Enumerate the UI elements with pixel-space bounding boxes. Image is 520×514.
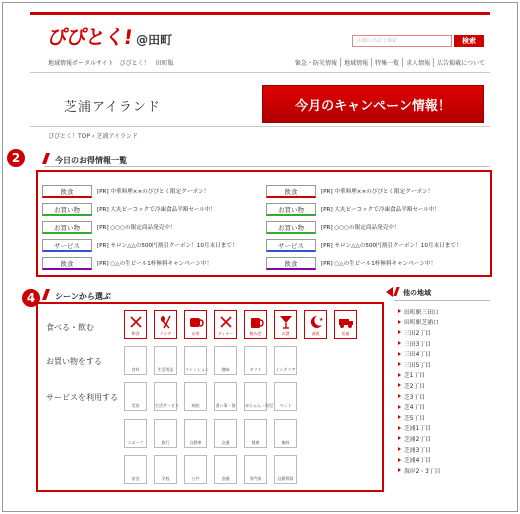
scene-tile[interactable] [334,310,357,339]
heading-underline [44,166,490,167]
scene-tile-label: スポーツ [127,440,144,445]
top-red-bar [30,12,490,15]
deal-category-tag[interactable]: サービス [266,239,316,252]
bullet-arrow-icon [398,330,401,334]
today-deals-box [36,170,492,277]
scene-tile-label: 深夜 [311,331,320,336]
deal-row[interactable] [42,218,238,236]
scene-tile-label: ギフト [249,367,262,372]
nav-item-area[interactable]: 地域情報 [340,58,371,67]
deal-link[interactable]: [PR] ○○○の限定商品発売中！ [97,225,176,231]
bullet-arrow-icon [398,309,401,313]
deal-category-tag[interactable]: お買い物 [266,203,316,216]
deal-link[interactable]: [PR] サロン△△の500円割引クーポン！10月末日まで！ [321,243,462,249]
other-area-label: 海岸2・3丁目 [404,468,441,475]
other-area-link[interactable] [398,306,440,317]
scene-tile-label: 金融 [221,476,230,481]
other-area-link[interactable] [398,465,440,476]
scene-tile-label: インテリア [275,367,296,372]
other-area-label: 芝浦1丁目 [404,426,431,433]
today-heading: 今日のお得情報一覧 [44,155,127,166]
section-number-badge: 2 [7,149,25,167]
scene-tile[interactable] [304,310,327,339]
nav-item-ads[interactable]: 広告掲載について [433,58,488,67]
divider [30,126,490,127]
bullet-arrow-icon [398,405,401,409]
scene-tile-label: 交通 [221,440,230,445]
cutlery-icon [218,315,234,329]
scene-tile[interactable] [184,346,207,375]
scene-tile-label: 旅行 [161,440,170,445]
other-areas-heading: 他の地域 [395,288,431,298]
campaign-text: 今月のキャンペーン情報！ [295,98,451,114]
other-area-link[interactable] [398,370,440,381]
bullet-arrow-icon [398,394,401,398]
scene-tile[interactable] [124,455,147,484]
scene-tile-label: 冠婚葬祭 [277,476,294,481]
page-title: 芝浦アイランド [64,100,161,115]
deal-row[interactable] [42,236,238,254]
scene-tile-label: 自動車 [189,440,202,445]
scene-heading: シーンから選ぶ [44,291,111,302]
deals-right-column [266,182,462,272]
bullet-arrow-icon [398,352,401,356]
other-area-label: 芝3丁目 [404,394,426,401]
scene-tile[interactable] [214,382,237,411]
bullet-arrow-icon [398,320,401,324]
scene-tile-label: 学校 [161,476,170,481]
scene-tile[interactable] [244,419,267,448]
bullet-arrow-icon [398,415,401,419]
deal-row[interactable] [266,236,462,254]
scene-tile-label: 専門家 [249,476,262,481]
scene-tile-label: 公共 [191,476,200,481]
deal-link[interactable]: [PR] 大丸ピーコックで冷凍食品半額セール中！ [97,207,217,213]
deal-link[interactable]: [PR] サロン△△の500円割引クーポン！10月末日まで！ [97,243,238,249]
campaign-banner[interactable] [262,85,484,123]
scene-tile[interactable] [214,310,237,339]
other-area-link[interactable] [398,433,440,444]
scene-tile[interactable] [214,455,237,484]
logo-town-text: @田町 [136,33,173,47]
scene-tile-label: 飲み会 [249,331,262,336]
deal-category-tag[interactable]: 飲食 [266,257,316,270]
scene-tile[interactable] [124,310,147,339]
nav-item-jobs[interactable]: 求人情報 [402,58,433,67]
scene-tile[interactable] [214,346,237,375]
bullet-arrow-icon [398,426,401,430]
scene-tile-row [124,346,304,375]
svg-text:★: ★ [319,317,324,323]
moon-icon [308,315,324,329]
scene-tile-label: 習い事・塾 [215,403,236,408]
bullet-arrow-icon [398,458,401,462]
other-area-label: 芝2丁目 [404,383,426,390]
deal-row[interactable] [42,254,238,272]
scene-tile-label: ランチ [159,331,172,336]
scene-tile[interactable] [154,455,177,484]
scene-tile[interactable] [184,310,207,339]
other-area-label: 三田4丁目 [404,352,431,359]
deal-link[interactable]: [PR] 中華料理××のぴぴとく限定クーポン！ [97,189,210,195]
deal-link[interactable]: [PR] ○△の生ビール1杯無料キャンペーン中！ [321,261,437,267]
scene-tile[interactable] [124,419,147,448]
top-nav [292,58,488,67]
other-area-label: 三田2丁目 [404,330,431,337]
scene-label-eat: 食べる・飲む [46,323,94,332]
scene-tile[interactable] [274,419,297,448]
scene-tile[interactable] [274,310,297,339]
cup-icon [188,315,204,329]
fork-knife-icon [158,315,174,329]
scene-tile-label: 健康 [251,440,260,445]
scene-tile-label: ディナー [217,331,234,336]
other-area-link[interactable] [398,338,440,349]
other-area-link[interactable] [398,327,440,338]
deal-link[interactable]: [PR] 中華料理××のぴぴとく限定クーポン！ [321,189,434,195]
scene-tile[interactable] [274,455,297,484]
scene-tile[interactable] [184,382,207,411]
scene-tile[interactable] [154,419,177,448]
beer-mug-icon [248,315,264,329]
deal-link[interactable]: [PR] ○○○の限定商品発売中！ [321,225,400,231]
other-area-link[interactable] [398,412,440,423]
scene-tile[interactable] [244,346,267,375]
scene-tile-label: ファッション [185,367,209,372]
chopsticks-icon [128,315,144,329]
scene-tile[interactable] [124,346,147,375]
deal-row[interactable] [42,200,238,218]
deal-category-tag[interactable]: 飲食 [42,257,92,270]
scene-tile[interactable] [244,310,267,339]
other-area-link[interactable] [398,454,440,465]
scene-tile-label: 食材 [131,367,140,372]
other-area-label: 田町駅芝浦口 [404,320,439,327]
deal-link[interactable]: [PR] ○△の生ビール1杯無料キャンペーン中！ [97,261,213,267]
scene-tile[interactable] [244,455,267,484]
scene-tile-label: 赤ちゃん・幼児 [245,403,273,408]
deal-category-tag[interactable]: 飲食 [266,185,316,198]
deal-category-tag[interactable]: サービス [42,239,92,252]
scene-tile[interactable] [154,346,177,375]
scene-tile-label: お茶 [191,331,200,336]
scene-tile-label: 病院 [191,403,200,408]
other-areas-list [398,306,440,476]
scene-tile-row [124,310,364,339]
other-area-link[interactable] [398,391,440,402]
other-area-link[interactable] [398,359,440,370]
other-area-label: 芝4丁目 [404,405,426,412]
deal-row[interactable] [266,200,462,218]
bullet-arrow-icon [398,341,401,345]
search-form [352,35,484,47]
scene-tile-label: 趣味 [221,367,230,372]
nav-item-features[interactable]: 特集一覧 [371,58,402,67]
deal-row[interactable] [266,182,462,200]
bullet-arrow-icon [398,468,401,472]
scene-tile[interactable] [154,382,177,411]
scene-tile-label: 生活用品 [157,367,174,372]
scene-tile-label: 無料 [281,440,290,445]
collapse-arrow-icon[interactable] [386,287,393,297]
other-area-link[interactable] [398,423,440,434]
breadcrumb-separator-icon: ‹ [92,133,95,140]
other-area-label: 芝1丁目 [404,373,426,380]
bullet-arrow-icon [398,447,401,451]
delivery-scooter-icon [338,315,354,329]
deals-left-column [42,182,238,272]
scene-tile[interactable] [244,382,273,411]
deal-category-tag[interactable]: 飲食 [42,185,92,198]
deal-row[interactable] [42,182,238,200]
deal-row[interactable] [266,254,462,272]
other-area-label: 芝5丁目 [404,415,426,422]
scene-tile[interactable] [154,310,177,339]
heading-underline [394,300,490,301]
other-area-link[interactable] [398,380,440,391]
scene-tile-label: 生活サービス [155,403,179,408]
scene-tile[interactable] [124,382,147,411]
cocktail-icon [278,315,294,329]
scene-box [36,302,384,492]
deal-category-tag[interactable]: お買い物 [266,221,316,234]
scene-tile-label: 宿泊 [131,476,140,481]
breadcrumb [48,131,138,140]
other-area-link[interactable] [398,401,440,412]
bullet-arrow-icon [398,362,401,366]
deal-link[interactable]: [PR] 大丸ピーコックで冷凍食品半額セール中！ [321,207,441,213]
other-area-label: 田町駅三田口 [404,309,439,316]
scene-tile-label: 和食 [131,331,140,336]
scene-tile[interactable] [274,382,297,411]
other-area-link[interactable] [398,348,440,359]
deal-category-tag[interactable]: お買い物 [42,203,92,216]
breadcrumb-current: 芝浦アイランド [96,133,138,140]
scene-label-service: サービスを利用する [46,393,118,402]
scene-tile[interactable] [184,419,207,448]
other-area-link[interactable] [398,444,440,455]
bullet-arrow-icon [398,436,401,440]
scene-tile[interactable] [274,346,297,375]
scene-label-shop: お買い物をする [46,357,102,366]
scene-tile[interactable] [214,419,237,448]
scene-tile[interactable] [184,455,207,484]
other-area-label: 芝浦3丁目 [404,447,431,454]
scene-tile-label: ペット [279,403,292,408]
section-number-badge: 4 [22,289,40,307]
bullet-arrow-icon [398,373,401,377]
deal-row[interactable] [266,218,462,236]
bullet-arrow-icon [398,383,401,387]
other-area-label: 三田5丁目 [404,362,431,369]
nav-item-emergency[interactable]: 緊急・防災情報 [295,60,338,67]
scene-tile-row [124,382,304,411]
other-area-label: 芝浦2丁目 [404,436,431,443]
search-button[interactable]: 検索 [454,35,484,47]
site-tagline: 地域情報ポータルサイト ぴぴとく！ 田町版 [48,60,174,67]
other-area-label: 芝浦4丁目 [404,458,431,465]
search-input[interactable]: 店舗の名前で検索 [352,35,452,47]
scene-tile-label: 出前 [341,331,350,336]
logo-main-text: ぴぴとく! [46,25,134,49]
site-logo[interactable] [48,24,172,50]
deal-category-tag[interactable]: お買い物 [42,221,92,234]
divider [30,72,490,73]
other-area-label: 三田3丁目 [404,341,431,348]
breadcrumb-top[interactable]: ぴぴとく！TOP [48,133,91,140]
scene-tile-label: 美容 [131,403,140,408]
scene-tile-label: お酒 [281,331,290,336]
scene-tile-row [124,455,304,484]
other-area-link[interactable] [398,317,440,328]
scene-tile-row [124,419,304,448]
